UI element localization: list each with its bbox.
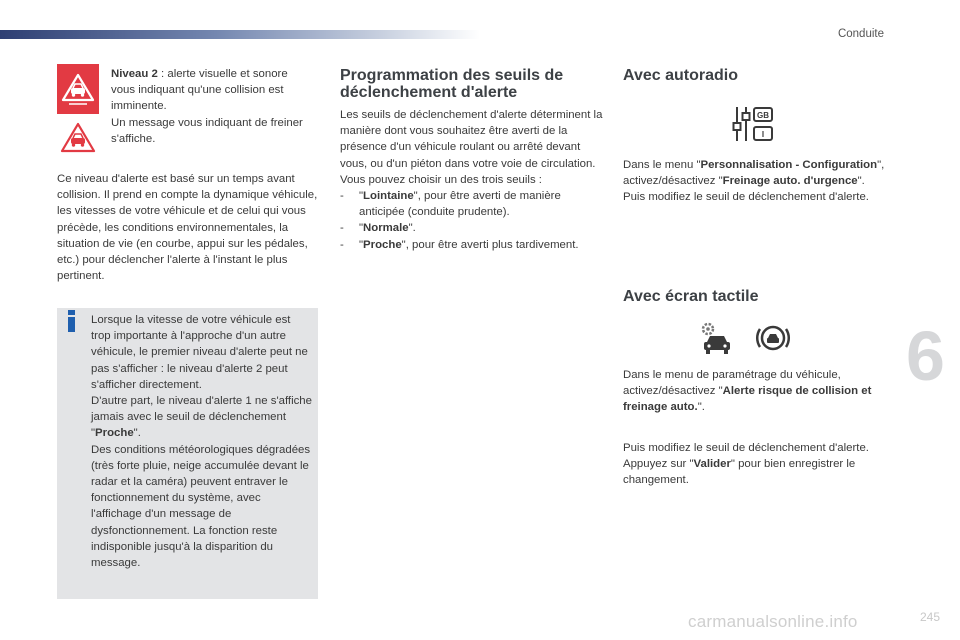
thresholds-intro: Les seuils de déclenchement d'alerte déterminent la manière dont vous souhaitez être averti de la présence d'un véhicule roulant ou arrêté devant vous, ou d'un piéton dans votre voie de circulation. (340, 109, 603, 170)
collision-brake-icon (755, 320, 791, 356)
alert-paragraph: Ce niveau d'alerte est basé sur un temps avant collision. Il prend en compte la dynamique véhicule, les vitesses de votre véhicule et de celui qui vous précède, les conditions environnementales, la situation de vie (en courbe, appui sur les pédales, etc.) pour déclencher l'alerte à l'instant le plus pertinent. (57, 173, 318, 283)
info-icon (66, 310, 78, 332)
level2-block (111, 66, 311, 147)
touchscreen-body (623, 367, 885, 416)
chapter-number: 6 (906, 318, 945, 395)
audio-settings-icon (732, 104, 778, 144)
touchscreen-body-2 (623, 440, 885, 489)
page-number: 245 (919, 610, 940, 624)
header-bar (0, 30, 480, 39)
info-text (91, 312, 313, 571)
level2-message: Un message vous indiquant de freiner s'affiche. (111, 116, 303, 145)
autoradio-instruction: Dans le menu "Personnalisation - Configuration", activez/désactivez "Freinage auto. d'urgence". (623, 159, 885, 188)
threshold-item-proche: - "Proche", pour être averti plus tardivement. (340, 238, 579, 251)
level2-label: Niveau 2 (111, 68, 158, 80)
watermark: carmanualsonline.info (688, 612, 858, 631)
thresholds-body (340, 107, 605, 253)
info-line-2: D'autre part, le niveau d'alerte 1 ne s'affiche jamais avec le seuil de déclenchement "Proche". (91, 395, 312, 440)
level2-text: : alerte visuelle et sonore vous indiquant qu'une collision est imminente. (111, 68, 288, 113)
touchscreen-instruction: Dans le menu de paramétrage du véhicule, activez/désactivez "Alerte risque de collision et freinage auto.". (623, 369, 872, 414)
touchscreen-threshold: Puis modifiez le seuil de déclenchement d'alerte. (623, 442, 869, 454)
autoradio-body (623, 157, 885, 206)
gb-label: GB (757, 111, 769, 120)
thresholds-title: Programmation des seuils de déclenchement d'alerte (340, 67, 564, 101)
info-line-3: Des conditions météorologiques dégradées (très forte pluie, neige accumulée devant le radar et la caméra) peuvent entraver le fonctionnement du système, avec l'affichage d'un message de dysfonctionnement. La fonction reste indisponible jusqu'à la disparition du message. (91, 443, 311, 570)
collision-warning-red-icon (57, 64, 99, 114)
collision-warning-white-icon (57, 118, 99, 160)
threshold-item-lointaine: - "Lointaine", pour être averti de manière anticipée (conduite prudente). (340, 190, 561, 219)
vehicle-settings-icon (699, 320, 735, 356)
i-label: I (761, 130, 765, 139)
info-line-1: Lorsque la vitesse de votre véhicule est trop importante à l'approche d'un autre véhicule, le premier niveau d'alerte peut ne pas s'afficher : le niveau d'alerte 2 peut s'afficher directement. (91, 314, 308, 391)
thresholds-choose: Vous pouvez choisir un des trois seuils : (340, 173, 542, 186)
threshold-item-normale: - "Normale". (340, 222, 416, 235)
autoradio-title: Avec autoradio (623, 67, 738, 84)
autoradio-threshold: Puis modifiez le seuil de déclenchement d'alerte. (623, 191, 869, 204)
touchscreen-validate: Appuyez sur "Valider" pour bien enregistrer le changement. (623, 458, 856, 487)
section-title: Conduite (837, 28, 884, 40)
touchscreen-title: Avec écran tactile (623, 288, 759, 305)
